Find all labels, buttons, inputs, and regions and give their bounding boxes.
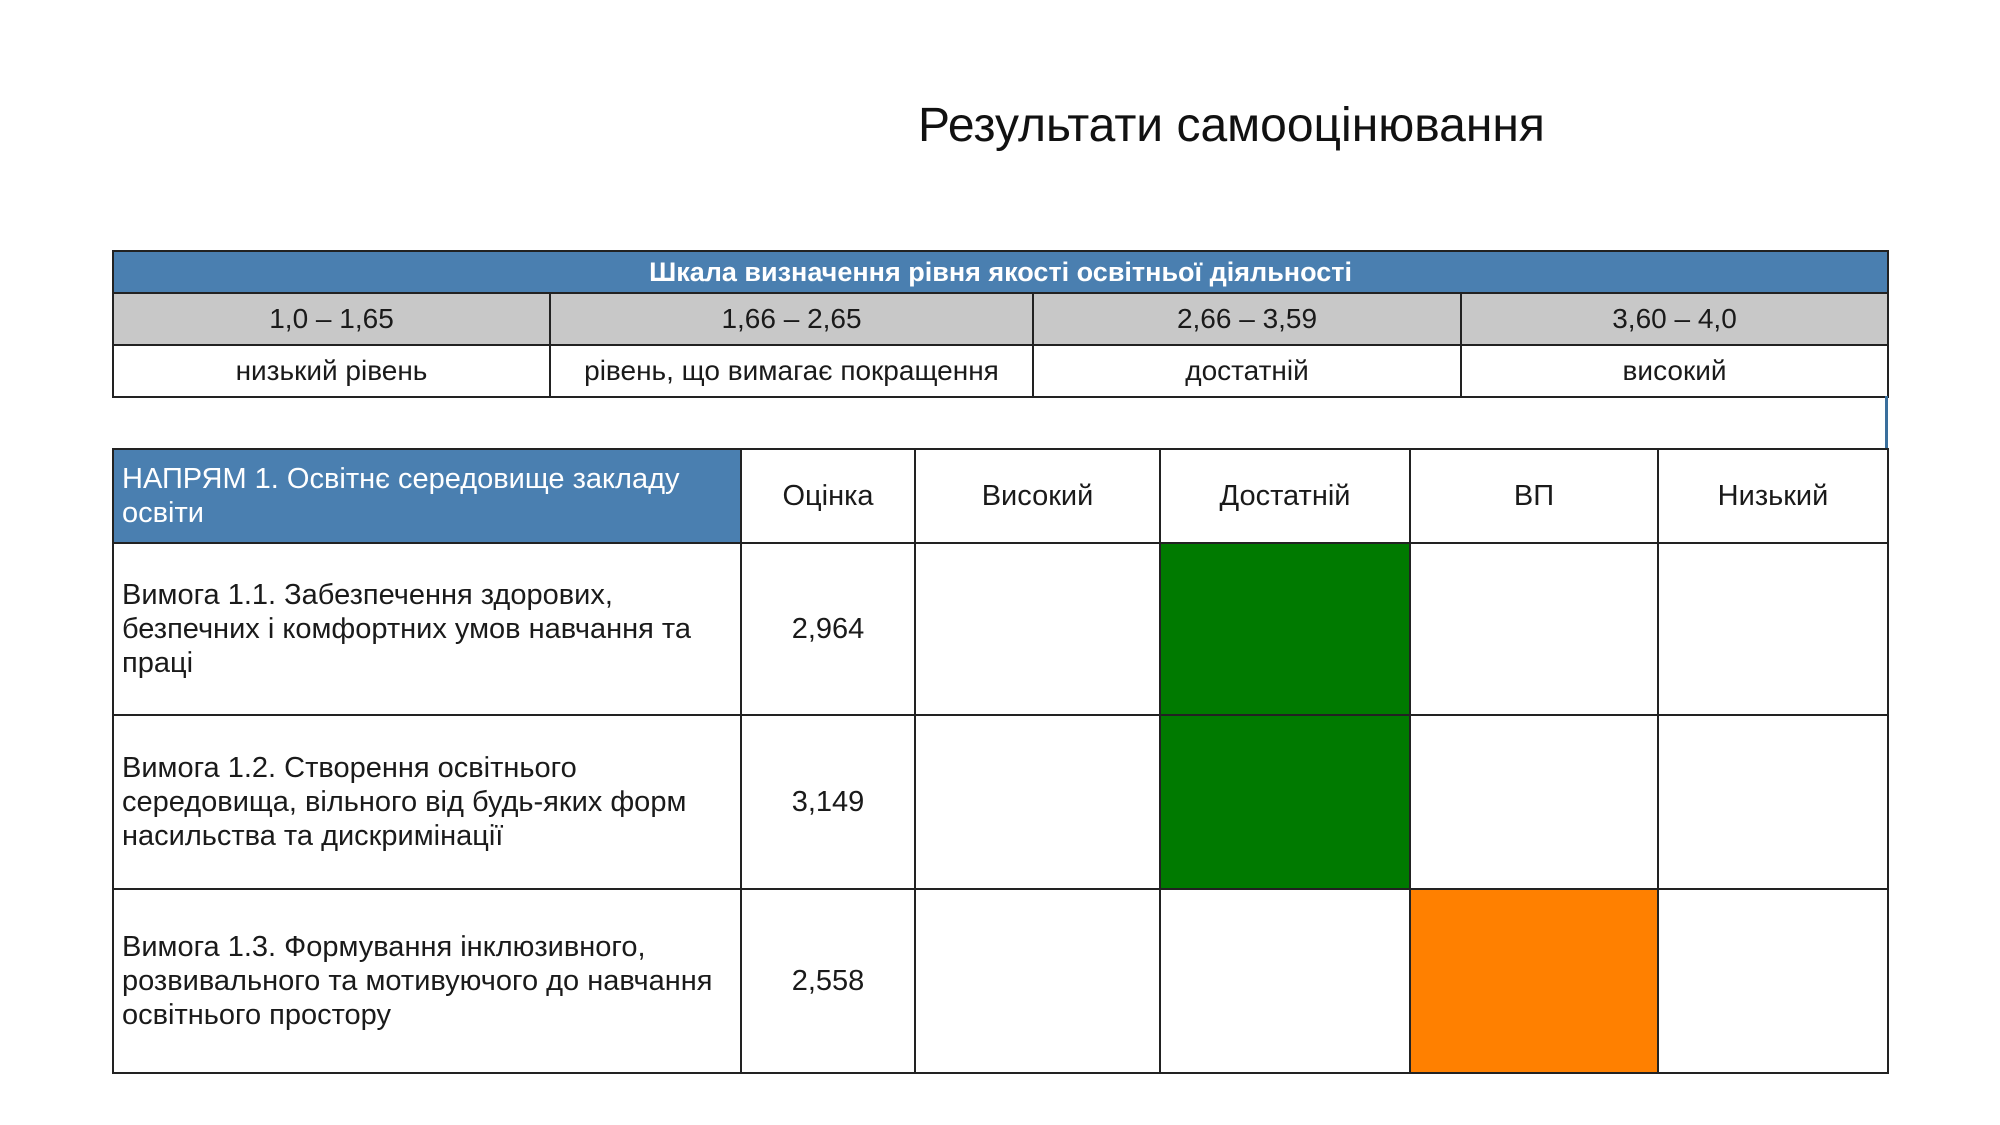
level-cell-needs-improvement-marked [1410,889,1658,1073]
level-cell-high [915,715,1160,889]
level-cell-low [1658,543,1888,715]
assessment-table [112,448,1889,1074]
table-row [113,889,1888,1073]
level-cell-sufficient [1160,889,1410,1073]
direction-heading: НАПРЯМ 1. Освітнє середовище закладу освіти [113,449,741,543]
table-row [113,543,1888,715]
scale-level-sufficient: достатній [1033,345,1461,397]
scale-range-low: 1,0 – 1,65 [113,293,550,345]
column-needs-improvement: ВП [1410,449,1658,543]
page-title: Результати самооцінювання [918,99,1545,152]
scale-level-high: високий [1461,345,1888,397]
table-row [113,715,1888,889]
quality-scale-table [112,250,1889,398]
column-high: Високий [915,449,1160,543]
score-cell: 2,558 [741,889,915,1073]
score-cell: 3,149 [741,715,915,889]
scale-levels-row [113,345,1888,397]
scale-level-low: низький рівень [113,345,550,397]
level-cell-needs-improvement [1410,543,1658,715]
scale-header: Шкала визначення рівня якості освітньої діяльності [113,251,1888,293]
column-low: Низький [1658,449,1888,543]
level-cell-high [915,889,1160,1073]
scale-range-sufficient: 2,66 – 3,59 [1033,293,1461,345]
level-cell-sufficient-marked [1160,543,1410,715]
scale-range-high: 3,60 – 4,0 [1461,293,1888,345]
scale-ranges-row [113,293,1888,345]
score-cell: 2,964 [741,543,915,715]
table-edge-line [1885,396,1888,448]
column-sufficient: Достатній [1160,449,1410,543]
column-score: Оцінка [741,449,915,543]
requirement-cell: Вимога 1.3. Формування інклюзивного, розвивального та мотивуючого до навчання освітнього простору [113,889,741,1073]
requirement-cell: Вимога 1.1. Забезпечення здорових, безпечних і комфортних умов навчання та праці [113,543,741,715]
scale-header-row [113,251,1888,293]
level-cell-high [915,543,1160,715]
level-cell-low [1658,715,1888,889]
assessment-header-row [113,449,1888,543]
level-cell-low [1658,889,1888,1073]
level-cell-needs-improvement [1410,715,1658,889]
level-cell-sufficient-marked [1160,715,1410,889]
scale-range-needs-improvement: 1,66 – 2,65 [550,293,1033,345]
requirement-cell: Вимога 1.2. Створення освітнього середовища, вільного від будь-яких форм насильства та дискримінації [113,715,741,889]
scale-level-needs-improvement: рівень, що вимагає покращення [550,345,1033,397]
